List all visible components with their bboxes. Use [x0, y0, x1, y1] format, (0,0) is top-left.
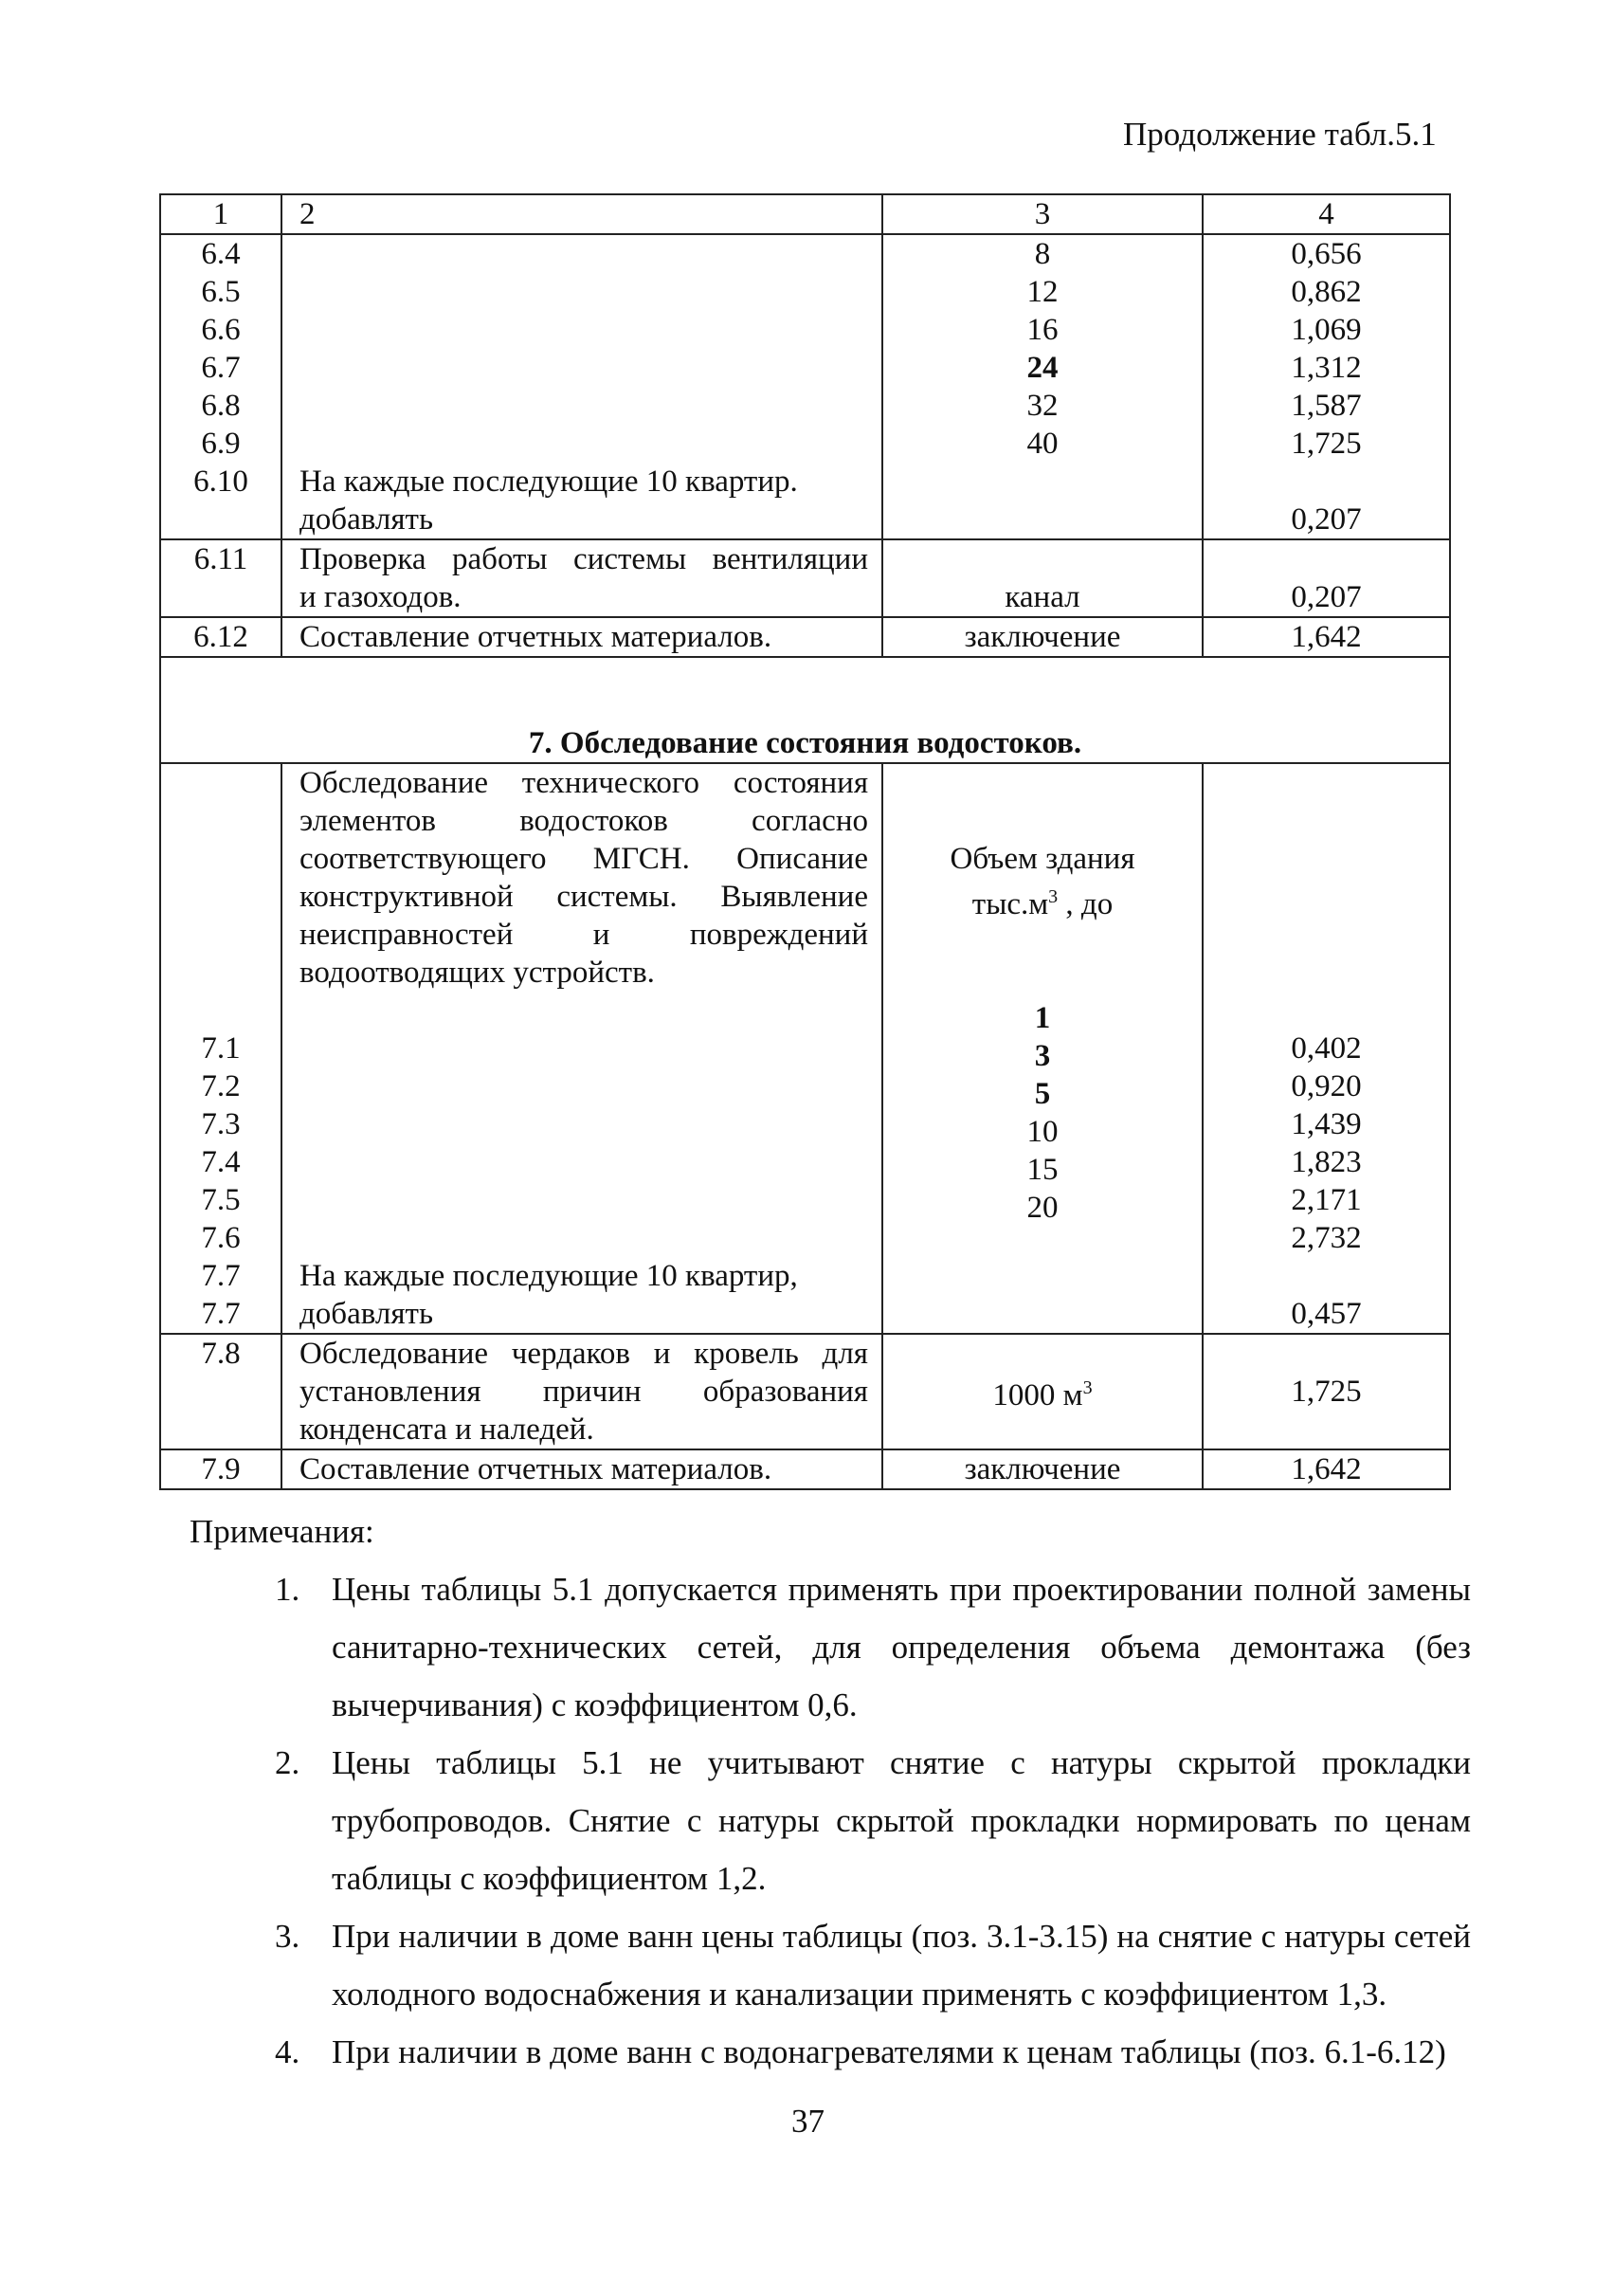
row-description — [281, 1334, 882, 1449]
row-price: 1,439 — [1291, 1107, 1362, 1141]
row-unit: 8 — [1034, 237, 1051, 271]
desc-line: Обследование чердаков и кровель для — [299, 1337, 868, 1371]
row-code: 6.8 — [201, 389, 241, 423]
row-unit: 16 — [1026, 313, 1059, 347]
row-unit: 40 — [1026, 427, 1059, 461]
row-unit: 12 — [1026, 275, 1059, 309]
table-row-6-11 — [160, 539, 1450, 617]
codes-cell — [160, 763, 281, 1334]
desc-line: элементов водостоков согласно — [299, 804, 868, 838]
desc-line: Проверка работы системы вентиляции — [299, 542, 868, 576]
intro-unit: $тыс.м^3$ , до — [971, 886, 1114, 921]
row-price: 0,457 — [1291, 1297, 1362, 1331]
row-unit: 1000 $м^3$ — [882, 1334, 1203, 1449]
desc-line: неисправностей и повреждений — [299, 918, 868, 952]
table-row-7-9 — [160, 1449, 1450, 1489]
units-cell — [882, 234, 1203, 539]
row-price: 1,069 — [1291, 313, 1362, 347]
row-code: 7.5 — [201, 1183, 241, 1217]
row-code: 7.4 — [201, 1145, 241, 1179]
row-code: 7.7 — [201, 1297, 241, 1331]
row-code: 7.2 — [201, 1069, 241, 1103]
notes-title: Примечания: — [190, 1513, 374, 1550]
row-price: 1,725 — [1291, 427, 1362, 461]
row-code: 6.9 — [201, 427, 241, 461]
row-code: 6.11 — [160, 539, 281, 617]
note-item — [275, 2023, 1471, 2081]
row-code: 6.7 — [201, 351, 241, 385]
note-text: При наличии в доме ванн с водонагревателями к ценам таблицы (поз. 6.1-6.12) — [332, 2033, 1446, 2070]
row-description: На каждые последующие 10 квартир, — [299, 1259, 798, 1293]
notes-list — [275, 1560, 1471, 2081]
table-row-6-12 — [160, 617, 1450, 657]
row-code: 7.1 — [201, 1031, 241, 1066]
row-code: 6.12 — [160, 617, 281, 657]
row-price: 0,402 — [1291, 1031, 1362, 1066]
note-number: 4. — [275, 2033, 300, 2070]
row-price: 1,642 — [1203, 617, 1450, 657]
row-unit: 1 — [1034, 1001, 1051, 1035]
row-price: 1,642 — [1203, 1449, 1450, 1489]
note-item — [275, 1907, 1471, 2023]
row-unit: 20 — [1026, 1191, 1059, 1225]
note-text: Цены таблицы 5.1 не учитывают снятие с натуры скрытой прокладки трубопроводов. Снятие с натуры скрытой прокладки нормировать по ценам таблицы с коэффициентом 1,2. — [332, 1744, 1471, 1897]
row-unit: заключение — [882, 617, 1203, 657]
row-description: Составление отчетных материалов. — [281, 1449, 882, 1489]
row-description: добавлять — [299, 502, 433, 537]
row-price: 0,207 — [1291, 502, 1362, 537]
desc-line: Обследование технического состояния — [299, 766, 868, 800]
desc-line: и газоходов. — [299, 580, 462, 614]
row-price: 1,725 — [1203, 1334, 1450, 1449]
prices-cell — [1203, 234, 1450, 539]
description-cell — [281, 763, 882, 1334]
row-code: 7.9 — [160, 1449, 281, 1489]
section-7-row — [160, 657, 1450, 763]
table-continuation-label: Продолжение табл.5.1 — [1123, 116, 1437, 153]
row-description: добавлять — [299, 1297, 433, 1331]
table-row-block-6 — [160, 234, 1450, 539]
row-code: 6.4 — [201, 237, 241, 271]
row-code: 7.7 — [201, 1259, 241, 1293]
row-description: Составление отчетных материалов. — [281, 617, 882, 657]
row-unit: 5 — [1034, 1077, 1051, 1111]
row-price: 0,656 — [1291, 237, 1362, 271]
table-header-row — [160, 194, 1450, 234]
note-item — [275, 1734, 1471, 1907]
row-unit: 32 — [1026, 389, 1059, 423]
intro-unit: Объем здания — [950, 842, 1135, 876]
row-description — [281, 539, 882, 617]
row-code: 7.6 — [201, 1221, 241, 1255]
row-code: 7.3 — [201, 1107, 241, 1141]
codes-cell — [160, 234, 281, 539]
row-unit: 15 — [1026, 1153, 1059, 1187]
note-text: При наличии в доме ванн цены таблицы (поз. 3.1-3.15) на снятие с натуры сетей холодного водоснабжения и канализации применять с коэффициентом 1,3. — [332, 1918, 1471, 2013]
table-row-7-8 — [160, 1334, 1450, 1449]
row-price: 1,823 — [1291, 1145, 1362, 1179]
header-col-1: 1 — [160, 194, 281, 234]
row-unit: канал — [882, 539, 1203, 617]
units-cell — [882, 763, 1203, 1334]
row-code: 6.10 — [193, 465, 248, 499]
note-number: 2. — [275, 1744, 300, 1781]
row-code: 7.8 — [160, 1334, 281, 1449]
row-unit: 10 — [1026, 1115, 1059, 1149]
row-unit: заключение — [882, 1449, 1203, 1489]
row-price: 0,920 — [1291, 1069, 1362, 1103]
header-col-4: 4 — [1203, 194, 1450, 234]
desc-line: соответствующего МГСН. Описание — [299, 842, 868, 876]
row-code: 6.5 — [201, 275, 241, 309]
row-price: 1,312 — [1291, 351, 1362, 385]
price-table — [159, 193, 1451, 1490]
row-description: На каждые последующие 10 квартир. — [299, 465, 798, 499]
table-row-block-7 — [160, 763, 1450, 1334]
row-price: 1,587 — [1291, 389, 1362, 423]
note-text: Цены таблицы 5.1 допускается применять при проектировании полной замены санитарно-технических сетей, для определения объема демонтажа (без вычерчивания) с коэффициентом 0,6. — [332, 1571, 1471, 1723]
header-col-3: 3 — [882, 194, 1203, 234]
row-code: 6.6 — [201, 313, 241, 347]
row-unit: 3 — [1034, 1039, 1051, 1073]
row-price: 0,862 — [1291, 275, 1362, 309]
desc-line: конденсата и наледей. — [299, 1412, 594, 1447]
page-number: 37 — [791, 2103, 825, 2140]
row-unit: 24 — [1026, 351, 1059, 385]
row-price: 2,171 — [1291, 1183, 1362, 1217]
row-price: 2,732 — [1291, 1221, 1362, 1255]
desc-line: установления причин образования — [299, 1375, 868, 1409]
desc-line: водоотводящих устройств. — [299, 956, 655, 990]
note-number: 3. — [275, 1918, 300, 1955]
header-col-2: 2 — [281, 194, 882, 234]
prices-cell — [1203, 763, 1450, 1334]
section-7-heading: 7. Обследование состояния водостоков. — [160, 657, 1450, 763]
row-price: 0,207 — [1203, 539, 1450, 617]
desc-line: конструктивной системы. Выявление — [299, 880, 868, 914]
description-cell — [281, 234, 882, 539]
note-number: 1. — [275, 1571, 300, 1608]
note-item — [275, 1560, 1471, 1734]
